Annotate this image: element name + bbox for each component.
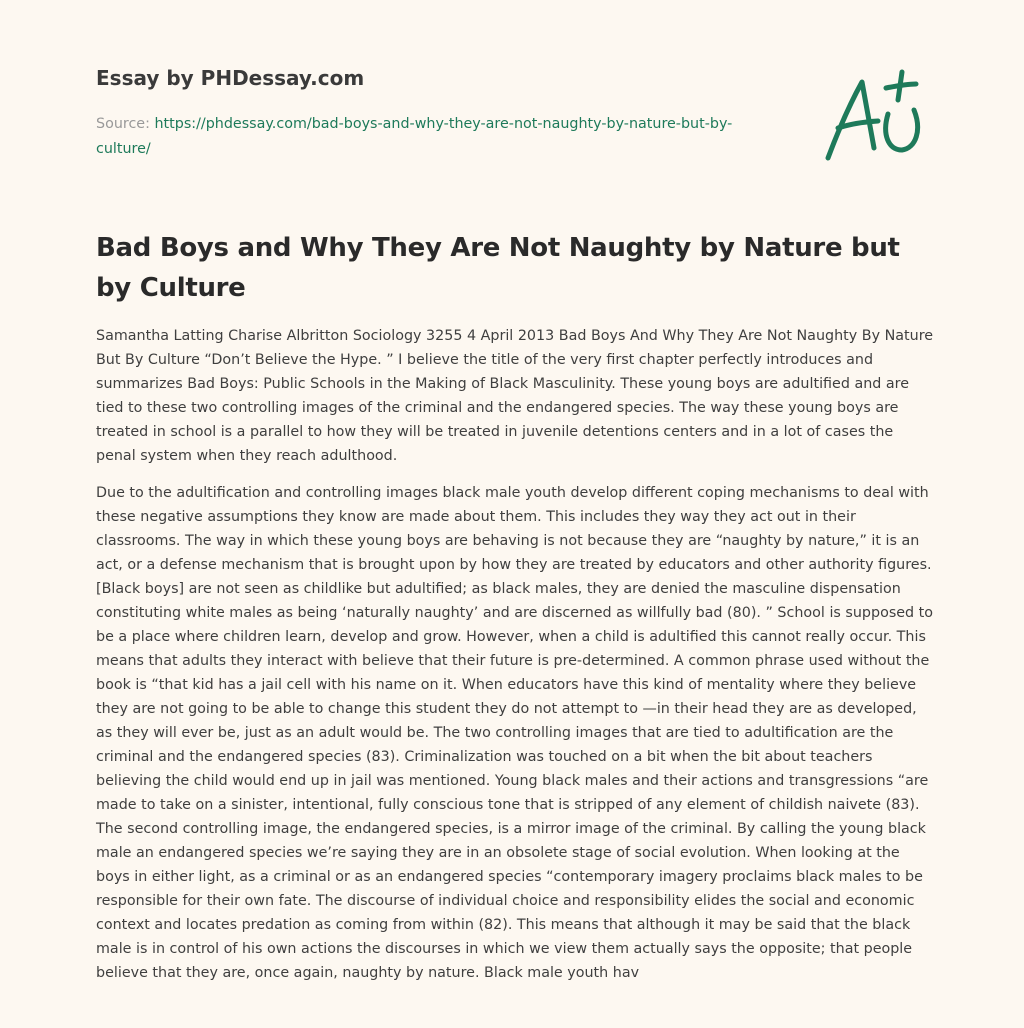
a-plus-grade-icon bbox=[818, 64, 928, 164]
page-title: Bad Boys and Why They Are Not Naughty by Nature but by Culture bbox=[96, 233, 900, 303]
source-link[interactable]: https://phdessay.com/bad-boys-and-why-they-are-not-naughty-by-nature-but-by-culture/ bbox=[96, 116, 733, 157]
paragraph-2: Due to the adultification and controlling images black male youth develop different coping mechanisms to deal with these negative assumptions they know are made about them. This includes they way they act out in their classrooms. The way in which these young boys are behaving is not because they are “naughty by nature,” it is an act, or a defense mechanism that is brought upon by how they are treated by educators and other authority figures. [Black boys] are not seen as childlike but adultified; as black males, they are denied the masculine dispensation constituting white males as being ‘naturally naughty’ and are discerned as willfully bad (80). ” School is supposed to be a place where children learn, develop and grow. However, when a child is adultified this cannot really occur. This means that adults they interact with believe that their future is pre-determined. A common phrase used without the book is “that kid has a jail cell with his name on it. When educators have this kind of mentality where they believe they are not going to be able to change this student they do not attempt to —in their head they are as developed, as they will ever be, just as an adult would be. The two controlling images that are tied to adultification are the criminal and the endangered species (83). Criminalization was touched on a bit when the bit about teachers believing the child would end up in jail was mentioned. Young black males and their actions and transgressions “are made to take on a sinister, intentional, fully conscious tone that is stripped of any element of childish naivete (83). The second controlling image, the endangered species, is a mirror image of the criminal. By calling the young black male an endangered species we’re saying they are in an obsolete stage of social evolution. When looking at the boys in either light, as a criminal or as an endangered species “contemporary imagery proclaims black males to be responsible for their own fate. The discourse of individual choice and responsibility elides the social and economic context and locates predation as coming from within (82). This means that although it may be said that the black male is in control of his own actions the discourses in which we view them actually says the opposite; that people believe that they are, once again, naughty by nature. Black male youth hav bbox=[96, 485, 934, 981]
site-title: Essay by PHDessay.com bbox=[96, 66, 365, 90]
source-line bbox=[96, 112, 776, 162]
essay-body bbox=[96, 324, 936, 998]
source-label: Source: bbox=[96, 116, 150, 132]
paragraph-1: Samantha Latting Charise Albritton Sociology 3255 4 April 2013 Bad Boys And Why They Are Not Naughty By Nature But By Culture “Don’t Believe the Hype. ” I believe the title of the very first chapter perfectly introduces and summarizes Bad Boys: Public Schools in the Making of Black Masculinity. These young boys are adultified and are tied to these two controlling images of the criminal and the endangered species. The way these young boys are treated in school is a parallel to how they will be treated in juvenile detentions centers and in a lot of cases the penal system when they reach adulthood. bbox=[96, 328, 934, 464]
site-header bbox=[96, 64, 776, 162]
